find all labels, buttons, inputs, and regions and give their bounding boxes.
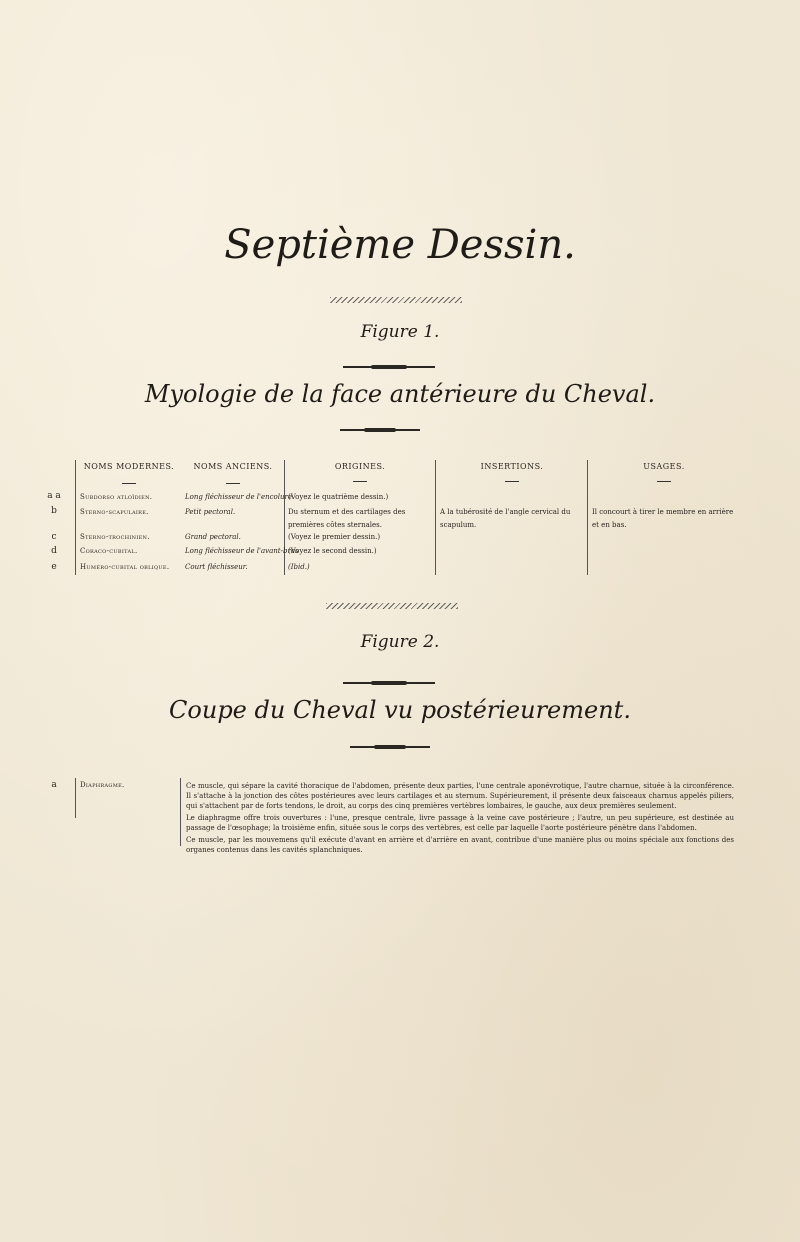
col-head-insertions: INSERTIONS. [480, 462, 544, 471]
usage: Il concourt à tirer le membre en arrière et en bas. [592, 508, 734, 529]
column-divider [587, 460, 588, 575]
row-letter: e [51, 562, 57, 572]
ornamental-rule [330, 297, 462, 303]
figure2-heading: Coupe du Cheval vu postérieurement. [169, 696, 631, 724]
header-dash [122, 483, 136, 484]
ornamental-rule [326, 603, 458, 609]
figure2-label: Figure 2. [360, 632, 440, 652]
modern-name: Subdorso atloïdien. [80, 493, 153, 501]
header-dash [505, 481, 519, 482]
row-letter: a a [47, 491, 61, 501]
figure1-heading: Myologie de la face antérieure du Cheval. [144, 380, 656, 408]
row-letter: a [51, 780, 57, 790]
ancient-name: Long fléchisseur de l'avant-bras [185, 547, 299, 555]
figure1-rule [343, 366, 435, 368]
column-divider [75, 460, 76, 575]
ancient-name: Long fléchisseur de l'encolure. [185, 493, 295, 501]
modern-name: Sterno-scapulaire. [80, 508, 149, 516]
row-letter: d [51, 546, 57, 556]
figure2-rule [343, 682, 435, 684]
description-paragraph: Le diaphragme offre trois ouvertures : l'une, presque centrale, livre passage à la veine cave postérieure ; l'autre, un peu supérieure, est destinée au passage de l'œsophage; la troisième enfin, située sous le corps des vertèbres, est celle par laquelle l'aorte postérieure pénètre dans l'abdomen. [186, 814, 734, 832]
col-head-usages: USAGES. [643, 462, 685, 471]
header-dash [657, 481, 671, 482]
origin: (Ibid.) [288, 563, 310, 571]
figure1-label: Figure 1. [360, 322, 440, 342]
origin: (Voyez le second dessin.) [288, 547, 377, 555]
origin: (Voyez le quatrième dessin.) [288, 493, 389, 501]
col-head-modern: NOMS MODERNES. [83, 462, 175, 471]
origin: (Voyez le premier dessin.) [288, 533, 381, 541]
ancient-name: Petit pectoral. [185, 508, 236, 516]
column-divider [180, 778, 181, 846]
muscle-name: Diaphragme. [80, 781, 125, 789]
modern-name: Sterno-trochinien. [80, 533, 150, 541]
col-head-origins: ORIGINES. [334, 462, 386, 471]
modern-name: Coraco-cubital. [80, 547, 138, 555]
col-head-ancient: NOMS ANCIENS. [193, 462, 273, 471]
figure2-heading-rule [350, 746, 430, 748]
origin: Du sternum et des cartilages des premières côtes sternales. [288, 508, 406, 529]
ancient-name: Grand pectoral. [185, 533, 241, 541]
description-paragraph: Ce muscle, qui sépare la cavité thoracique de l'abdomen, présente deux parties, l'une centrale aponévrotique, l'autre charnue, située à la circonférence. Il s'attache à la jonction des côtes postérieures avec leurs cartilages et au sternum. Supérieurement, il présente deux faisceaux charnus appelés piliers, qui s'attachent par de forts tendons, le droit, au corps des cinq premières vertèbres lombaires, le gauche, aux deux premières seulement. [186, 782, 734, 810]
page-title: Septième Dessin. [224, 222, 576, 268]
row-letter: c [51, 532, 57, 542]
modern-name: Huméro-cubital oblique. [80, 563, 170, 571]
ancient-name: Court fléchisseur. [185, 563, 248, 571]
row-letter: b [51, 506, 57, 516]
column-divider [435, 460, 436, 575]
column-divider [75, 778, 76, 818]
header-dash [226, 483, 240, 484]
insertion: A la tubérosité de l'angle cervical du scapulum. [440, 508, 571, 529]
description-paragraph: Ce muscle, par les mouvemens qu'il exécute d'avant en arrière et d'arrière en avant, contribue d'une manière plus ou moins spéciale aux fonctions des organes contenus dans les cavités splanchniques. [186, 836, 734, 854]
header-dash [353, 481, 367, 482]
figure1-heading-rule [340, 429, 420, 431]
